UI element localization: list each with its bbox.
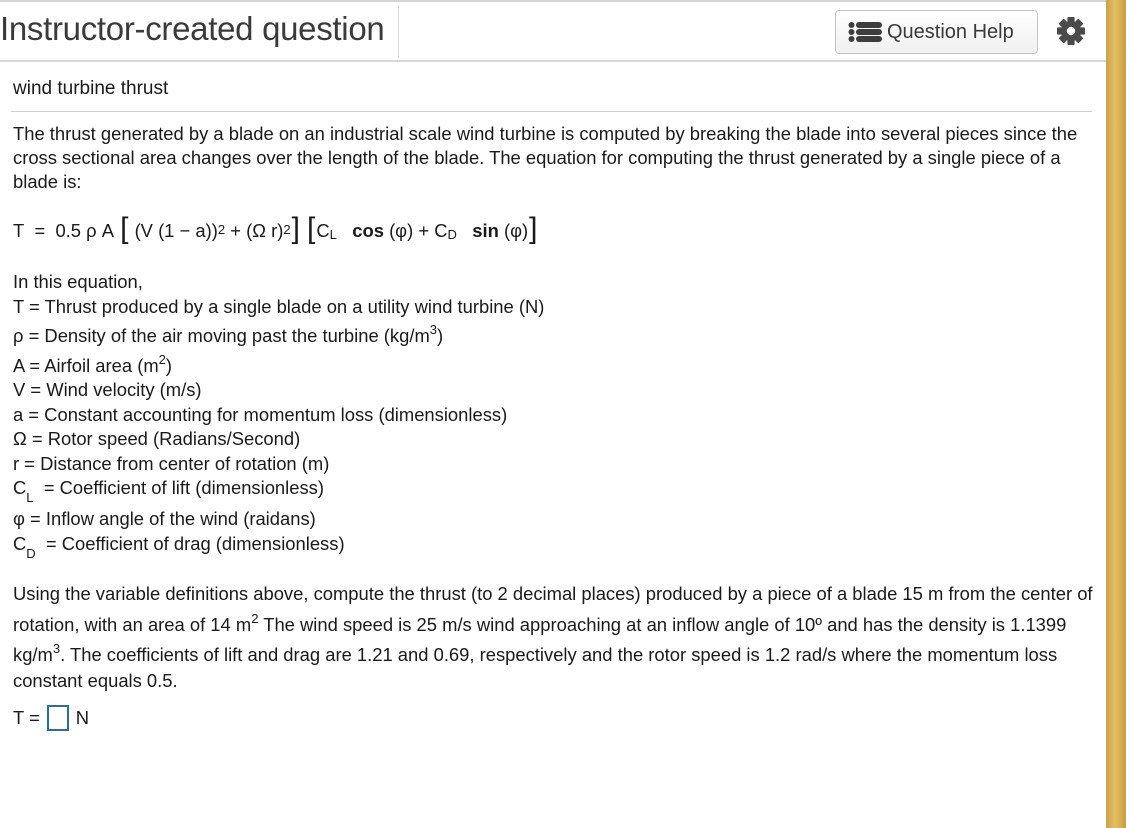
eq-equals: = xyxy=(34,220,46,241)
definition-CL: $C_L$ = Coefficient of lift (dimensionless) xyxy=(13,477,324,505)
definitions-intro: In this equation, xyxy=(13,271,143,292)
eq-phi: (φ) xyxy=(389,220,414,241)
eq-bracket-open: [ xyxy=(120,212,129,245)
answer-input[interactable] xyxy=(47,705,69,731)
variable-definitions xyxy=(13,270,544,563)
eq-cl: C xyxy=(316,220,330,241)
definition-r: r = Distance from center of rotation (m) xyxy=(13,452,330,474)
eq-plus: + xyxy=(230,220,241,241)
header-divider xyxy=(0,60,1106,62)
title-divider xyxy=(398,6,399,58)
question-help-button[interactable] xyxy=(835,10,1038,54)
eq-exponent: 2 xyxy=(283,221,291,237)
eq-cd-sub: D xyxy=(447,226,457,242)
eq-sin: sin xyxy=(472,220,499,241)
background-edge xyxy=(1106,0,1126,828)
definition-a: a = Constant accounting for momentum loss (dimensionless) xyxy=(13,403,508,425)
thrust-equation xyxy=(13,214,539,248)
eq-term-rotor: (Ω r) xyxy=(246,220,284,241)
question-title: wind turbine thrust xyxy=(13,78,169,99)
eq-cd: C xyxy=(434,220,448,241)
eq-coefficient: 0.5 ρ A xyxy=(55,220,114,241)
problem-statement: Using the variable definitions above, compute the thrust (to 2 decimal places) produced by a piece of a blade 15 m from the center of rotation, with an area of 14 $m^2$ The wind speed is 25 m/s wind approaching at an inflow angle of 10º and has the density is 1.1399 $kg/m^3$. The coefficients of lift and drag are 1.21 and 0.69, respectively and the rotor speed is 1.2 rad/s where the momentum loss constant equals 0.5. xyxy=(13,583,1093,691)
eq-plus: + xyxy=(418,220,430,241)
definition-CD: $C_D$ = Coefficient of drag (dimensionless) xyxy=(13,532,345,561)
answer-label: T = xyxy=(13,707,40,728)
definition-phi: φ = Inflow angle of the wind (raidans) xyxy=(13,508,316,530)
definition-omega: Ω = Rotor speed (Radians/Second) xyxy=(13,428,301,450)
eq-term-velocity: (V (1 − a)) xyxy=(134,220,218,241)
definition-T: T = Thrust produced by a single blade on a utility wind turbine (N) xyxy=(13,295,545,317)
eq-lhs: T xyxy=(13,220,25,241)
page-title: Instructor-created question xyxy=(0,10,385,47)
eq-bracket-open: [ xyxy=(307,212,316,245)
list-icon xyxy=(848,21,882,43)
question-title-divider xyxy=(11,111,1092,112)
question-help-label: Question Help xyxy=(887,20,1014,43)
gear-icon[interactable] xyxy=(1054,14,1088,48)
question-header xyxy=(0,2,1106,60)
eq-exponent: 2 xyxy=(217,221,226,237)
definition-A: A = Airfoil area $(m^2)$ xyxy=(13,351,173,376)
eq-cos: cos xyxy=(352,220,384,241)
eq-cl-sub: L xyxy=(329,226,337,242)
definition-V: V = Wind velocity (m/s) xyxy=(13,379,202,401)
eq-bracket-close: ] xyxy=(291,212,300,245)
definition-rho: ρ = Density of the air moving past the turbine $(kg/m^3)$ xyxy=(13,322,444,347)
answer-row xyxy=(13,703,89,733)
eq-phi: (φ) xyxy=(503,220,529,241)
question-intro: The thrust generated by a blade on an industrial scale wind turbine is computed by breaking the blade into several pieces since the cross sectional area changes over the length of the blade. The equation for computing the thrust generated by a single piece of a blade is: xyxy=(13,123,1078,192)
answer-unit: N xyxy=(75,707,90,728)
eq-bracket-close: ] xyxy=(529,212,538,245)
